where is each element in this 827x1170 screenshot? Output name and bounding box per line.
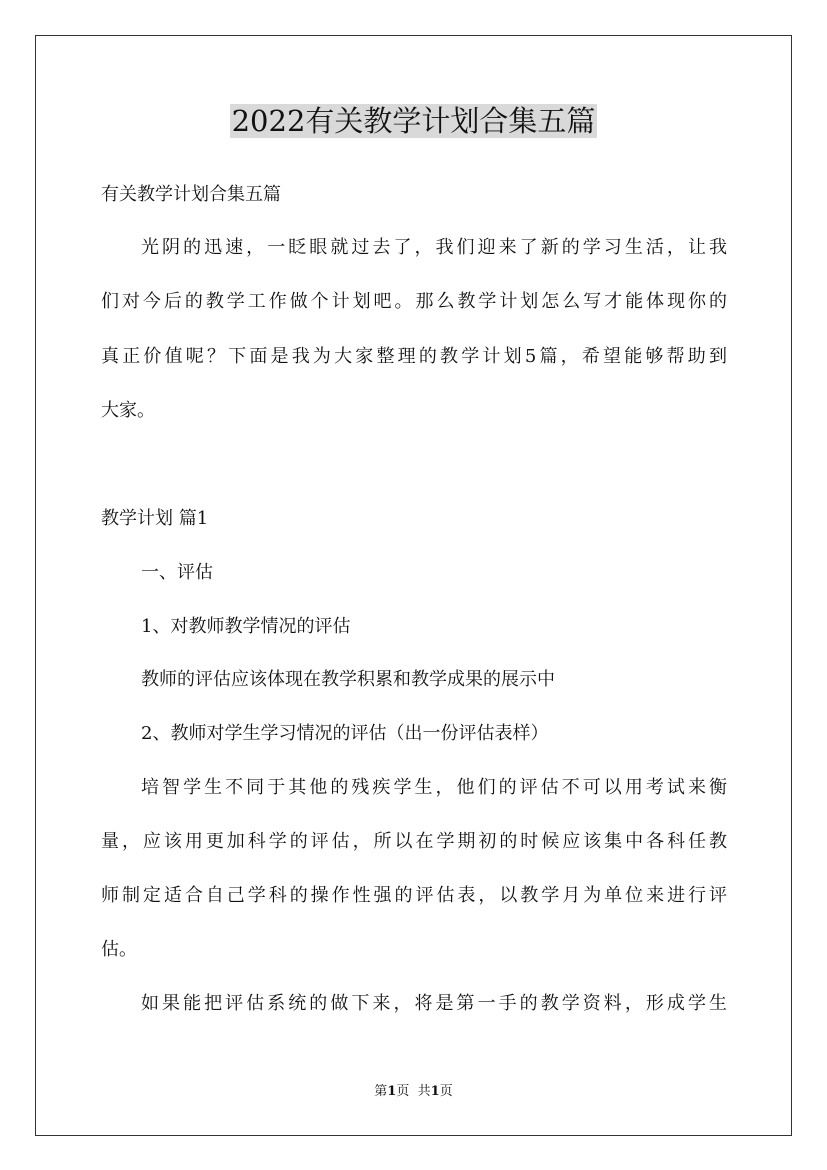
document-subtitle: 有关教学计划合集五篇: [101, 184, 281, 205]
document-title-text: 2022有关教学计划合集五篇: [231, 104, 596, 138]
footer-total-unit: 页: [439, 1084, 453, 1099]
footer-page-num: 1: [387, 1084, 397, 1099]
footer-total-num: 1: [430, 1084, 440, 1099]
section-heading: 教学计划 篇1: [101, 508, 209, 529]
para2-line-3: 师制定适合自己学科的操作性强的评估表，以教学月为单位来进行评: [101, 885, 727, 906]
para3-line-1: 如果能把评估系统的做下来，将是第一手的教学资料，形成学生: [141, 993, 727, 1014]
footer-page-label: 第: [374, 1084, 388, 1099]
item-1-1-text: 教师的评估应该体现在教学积累和教学成果的展示中: [141, 669, 555, 690]
para2-line-1: 培智学生不同于其他的残疾学生，他们的评估不可以用考试来衡: [141, 777, 727, 798]
item-1-heading: 一、评估: [141, 562, 213, 583]
intro-line-2: 们对今后的教学工作做个计划吧。那么教学计划怎么写才能体现你的: [101, 291, 727, 312]
item-1-1-heading: 1、对教师教学情况的评估: [141, 616, 351, 637]
page-footer: [0, 1083, 827, 1101]
intro-line-1: 光阴的迅速，一眨眼就过去了，我们迎来了新的学习生活，让我: [141, 237, 727, 258]
document-title: [0, 99, 827, 143]
para2-line-4: 估。: [101, 939, 137, 960]
intro-line-4: 大家。: [101, 400, 155, 421]
intro-line-3: 真正价值呢？下面是我为大家整理的教学计划5篇，希望能够帮助到: [101, 346, 727, 367]
para2-line-2: 量，应该用更加科学的评估，所以在学期初的时候应该集中各科任教: [101, 831, 727, 852]
item-1-2-heading: 2、教师对学生学习情况的评估（出一份评估表样）: [141, 723, 549, 744]
footer-page-unit: 页: [396, 1084, 410, 1099]
footer-total-label: 共: [417, 1084, 431, 1099]
